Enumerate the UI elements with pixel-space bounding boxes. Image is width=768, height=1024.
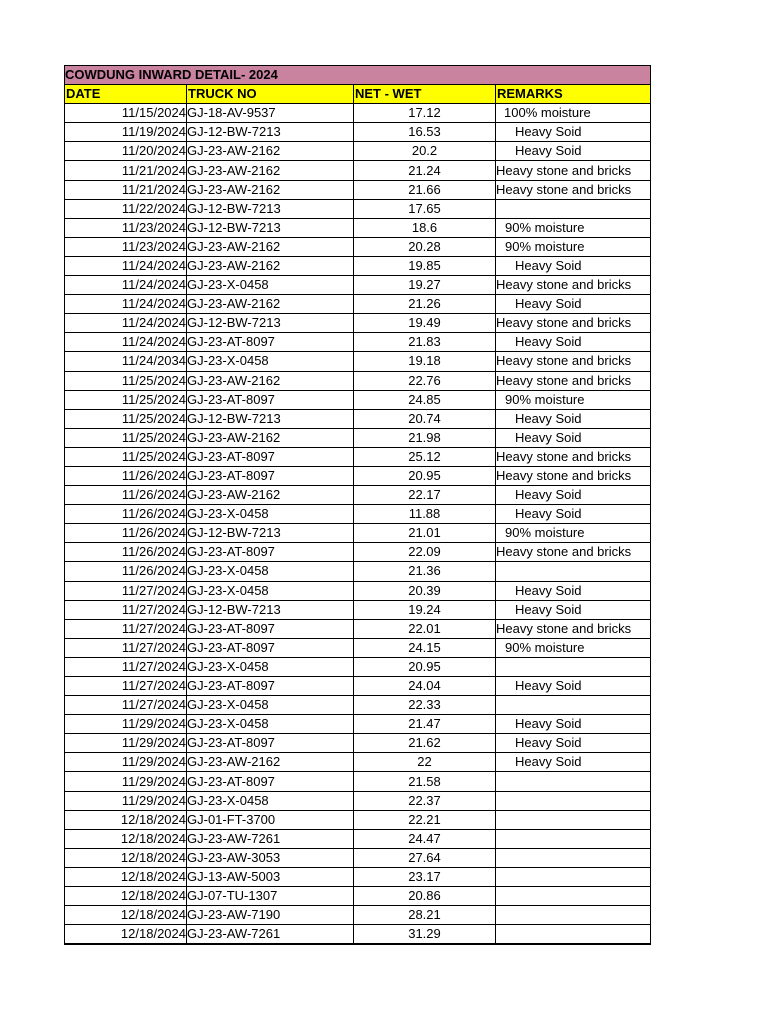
cell-truck-no: GJ-18-AV-9537 [187,104,354,123]
cell-net-wet: 23.17 [354,867,496,886]
table-row [65,810,651,829]
cell-remarks [496,696,651,715]
cell-remarks: Heavy Soid [496,142,651,161]
cell-date: 11/29/2024 [65,715,187,734]
cell-remarks: 90% moisture [496,524,651,543]
cell-date: 11/25/2024 [65,409,187,428]
header-row [65,85,651,104]
cell-truck-no: GJ-12-BW-7213 [187,314,354,333]
cell-truck-no: GJ-23-AW-2162 [187,180,354,199]
cell-remarks: 90% moisture [496,218,651,237]
cell-date: 12/18/2024 [65,867,187,886]
cell-net-wet: 11.88 [354,505,496,524]
table-row [65,314,651,333]
cell-remarks: Heavy stone and bricks [496,619,651,638]
cell-remarks: Heavy Soid [496,428,651,447]
cell-net-wet: 19.27 [354,276,496,295]
cell-remarks [496,791,651,810]
table-row [65,276,651,295]
table-row [65,428,651,447]
cell-truck-no: GJ-23-AW-2162 [187,142,354,161]
cell-date: 11/24/2024 [65,314,187,333]
cell-truck-no: GJ-23-X-0458 [187,715,354,734]
cell-net-wet: 21.58 [354,772,496,791]
cell-date: 11/20/2024 [65,142,187,161]
table-row [65,543,651,562]
cell-net-wet: 19.85 [354,256,496,275]
cell-remarks: Heavy Soid [496,581,651,600]
cell-truck-no: GJ-23-AW-2162 [187,486,354,505]
header-truck-no: TRUCK NO [187,85,354,104]
cell-truck-no: GJ-12-BW-7213 [187,524,354,543]
cell-net-wet: 20.95 [354,466,496,485]
cell-remarks: 90% moisture [496,390,651,409]
table-row [65,600,651,619]
cell-truck-no: GJ-23-AT-8097 [187,466,354,485]
cell-net-wet: 22.17 [354,486,496,505]
cell-date: 11/24/2034 [65,352,187,371]
cell-date: 11/26/2024 [65,562,187,581]
table-body [65,66,651,945]
cell-truck-no: GJ-12-BW-7213 [187,409,354,428]
cell-net-wet: 24.15 [354,638,496,657]
cell-date: 11/29/2024 [65,734,187,753]
cell-date: 12/18/2024 [65,887,187,906]
cell-date: 11/24/2024 [65,295,187,314]
cell-net-wet: 22.09 [354,543,496,562]
table-row [65,123,651,142]
cell-net-wet: 24.85 [354,390,496,409]
table-row [65,142,651,161]
header-net-wet: NET - WET [354,85,496,104]
cell-truck-no: GJ-23-AT-8097 [187,447,354,466]
table-row [65,505,651,524]
table-row [65,925,651,945]
cell-net-wet: 18.6 [354,218,496,237]
cell-remarks [496,562,651,581]
cell-net-wet: 21.83 [354,333,496,352]
cell-date: 12/18/2024 [65,829,187,848]
cell-net-wet: 21.26 [354,295,496,314]
cell-truck-no: GJ-23-X-0458 [187,581,354,600]
cell-truck-no: GJ-12-BW-7213 [187,199,354,218]
table-row [65,867,651,886]
cell-truck-no: GJ-12-BW-7213 [187,218,354,237]
cell-date: 11/24/2024 [65,256,187,275]
cell-date: 11/25/2024 [65,447,187,466]
cell-date: 12/18/2024 [65,848,187,867]
cell-date: 11/29/2024 [65,772,187,791]
cell-truck-no: GJ-23-AT-8097 [187,734,354,753]
cell-truck-no: GJ-23-AW-2162 [187,161,354,180]
cell-net-wet: 24.04 [354,677,496,696]
cell-remarks [496,810,651,829]
cell-net-wet: 24.47 [354,829,496,848]
cell-remarks [496,867,651,886]
cell-date: 11/27/2024 [65,696,187,715]
cell-truck-no: GJ-23-AW-2162 [187,237,354,256]
cell-net-wet: 22.76 [354,371,496,390]
cell-remarks: Heavy Soid [496,333,651,352]
cell-remarks: Heavy Soid [496,600,651,619]
table-row [65,677,651,696]
cell-remarks: Heavy Soid [496,677,651,696]
cell-truck-no: GJ-23-X-0458 [187,352,354,371]
cell-net-wet: 20.74 [354,409,496,428]
cell-remarks: Heavy Soid [496,505,651,524]
table-row [65,638,651,657]
cell-truck-no: GJ-23-AT-8097 [187,390,354,409]
cell-date: 11/27/2024 [65,600,187,619]
cell-date: 11/27/2024 [65,677,187,696]
table-row [65,104,651,123]
cell-net-wet: 21.36 [354,562,496,581]
cell-net-wet: 19.24 [354,600,496,619]
cell-truck-no: GJ-23-X-0458 [187,791,354,810]
cell-remarks: Heavy stone and bricks [496,543,651,562]
table-row [65,696,651,715]
table-row [65,466,651,485]
table-row [65,734,651,753]
table-row [65,256,651,275]
header-remarks: REMARKS [496,85,651,104]
cell-truck-no: GJ-01-FT-3700 [187,810,354,829]
table-row [65,180,651,199]
table-row [65,524,651,543]
cell-remarks: Heavy Soid [496,734,651,753]
cell-date: 11/21/2024 [65,161,187,180]
cell-remarks: Heavy stone and bricks [496,352,651,371]
cell-net-wet: 19.18 [354,352,496,371]
cell-net-wet: 21.24 [354,161,496,180]
cell-remarks [496,199,651,218]
cell-date: 12/18/2024 [65,906,187,925]
cell-truck-no: GJ-12-BW-7213 [187,600,354,619]
cell-truck-no: GJ-23-X-0458 [187,276,354,295]
cell-date: 11/26/2024 [65,505,187,524]
cell-date: 12/18/2024 [65,925,187,945]
cell-date: 11/26/2024 [65,466,187,485]
cell-remarks: Heavy Soid [496,295,651,314]
cell-remarks: Heavy Soid [496,409,651,428]
cell-net-wet: 21.98 [354,428,496,447]
cell-remarks: Heavy Soid [496,753,651,772]
table-row [65,237,651,256]
cell-date: 11/27/2024 [65,581,187,600]
cell-remarks: Heavy stone and bricks [496,276,651,295]
cell-remarks: 100% moisture [496,104,651,123]
table-row [65,657,651,676]
cell-remarks: Heavy Soid [496,256,651,275]
cell-truck-no: GJ-23-X-0458 [187,696,354,715]
table-row [65,486,651,505]
cell-remarks [496,887,651,906]
cell-net-wet: 21.47 [354,715,496,734]
cell-remarks [496,657,651,676]
cell-truck-no: GJ-23-AT-8097 [187,772,354,791]
cell-net-wet: 31.29 [354,925,496,945]
cell-truck-no: GJ-23-AT-8097 [187,638,354,657]
cell-net-wet: 20.95 [354,657,496,676]
table-row [65,562,651,581]
cell-truck-no: GJ-23-X-0458 [187,562,354,581]
table-row [65,791,651,810]
header-date: DATE [65,85,187,104]
table-row [65,161,651,180]
cell-truck-no: GJ-23-AT-8097 [187,677,354,696]
cell-date: 11/26/2024 [65,524,187,543]
cell-remarks [496,772,651,791]
cell-remarks: Heavy stone and bricks [496,466,651,485]
table-row [65,295,651,314]
table-row [65,333,651,352]
cell-net-wet: 21.01 [354,524,496,543]
cell-date: 11/23/2024 [65,218,187,237]
cell-remarks: Heavy stone and bricks [496,371,651,390]
cell-net-wet: 21.66 [354,180,496,199]
title-row [65,66,651,85]
cell-remarks: 90% moisture [496,638,651,657]
table-row [65,829,651,848]
cell-net-wet: 20.86 [354,887,496,906]
table-row [65,352,651,371]
cell-remarks [496,829,651,848]
cell-remarks [496,906,651,925]
table-row [65,715,651,734]
cell-remarks: Heavy stone and bricks [496,161,651,180]
cell-date: 11/21/2024 [65,180,187,199]
cell-truck-no: GJ-23-AT-8097 [187,619,354,638]
table-row [65,390,651,409]
cell-net-wet: 20.28 [354,237,496,256]
table-row [65,409,651,428]
table-row [65,619,651,638]
cell-date: 11/22/2024 [65,199,187,218]
cell-net-wet: 19.49 [354,314,496,333]
cell-date: 11/25/2024 [65,390,187,409]
cell-date: 11/23/2024 [65,237,187,256]
cell-truck-no: GJ-23-X-0458 [187,657,354,676]
cell-truck-no: GJ-23-AW-7261 [187,829,354,848]
table-row [65,887,651,906]
cell-net-wet: 22.21 [354,810,496,829]
cell-truck-no: GJ-23-X-0458 [187,505,354,524]
cell-net-wet: 16.53 [354,123,496,142]
cell-net-wet: 20.2 [354,142,496,161]
cell-truck-no: GJ-23-AT-8097 [187,543,354,562]
cell-remarks: Heavy Soid [496,486,651,505]
cell-date: 11/29/2024 [65,753,187,772]
cell-date: 11/15/2024 [65,104,187,123]
cell-net-wet: 22 [354,753,496,772]
table-row [65,371,651,390]
cell-date: 11/24/2024 [65,333,187,352]
cell-net-wet: 28.21 [354,906,496,925]
cell-remarks [496,848,651,867]
cell-truck-no: GJ-23-AW-2162 [187,371,354,390]
cell-truck-no: GJ-23-AW-2162 [187,295,354,314]
sheet-title: COWDUNG INWARD DETAIL- 2024 [65,66,651,85]
cell-remarks [496,925,651,945]
cell-net-wet: 22.37 [354,791,496,810]
cell-truck-no: GJ-12-BW-7213 [187,123,354,142]
cell-net-wet: 22.33 [354,696,496,715]
table-row [65,199,651,218]
cell-net-wet: 17.65 [354,199,496,218]
cell-remarks: Heavy stone and bricks [496,314,651,333]
cell-net-wet: 17.12 [354,104,496,123]
cell-truck-no: GJ-23-AW-2162 [187,753,354,772]
cell-truck-no: GJ-23-AT-8097 [187,333,354,352]
cell-net-wet: 20.39 [354,581,496,600]
cell-date: 11/29/2024 [65,791,187,810]
cell-truck-no: GJ-23-AW-7190 [187,906,354,925]
table-row [65,848,651,867]
cell-date: 11/19/2024 [65,123,187,142]
table-row [65,218,651,237]
cell-net-wet: 22.01 [354,619,496,638]
cell-truck-no: GJ-23-AW-3053 [187,848,354,867]
cell-truck-no: GJ-23-AW-2162 [187,256,354,275]
cell-remarks: Heavy stone and bricks [496,447,651,466]
cell-truck-no: GJ-13-AW-5003 [187,867,354,886]
cell-remarks: Heavy stone and bricks [496,180,651,199]
inward-table [64,65,651,945]
cell-date: 11/26/2024 [65,543,187,562]
cell-date: 11/27/2024 [65,657,187,676]
cell-date: 11/25/2024 [65,428,187,447]
cell-date: 11/24/2024 [65,276,187,295]
cell-net-wet: 21.62 [354,734,496,753]
cell-truck-no: GJ-23-AW-2162 [187,428,354,447]
cell-date: 11/25/2024 [65,371,187,390]
cell-date: 11/26/2024 [65,486,187,505]
cell-date: 12/18/2024 [65,810,187,829]
cell-remarks: Heavy Soid [496,715,651,734]
cell-truck-no: GJ-07-TU-1307 [187,887,354,906]
cell-net-wet: 25.12 [354,447,496,466]
table-row [65,447,651,466]
table-row [65,753,651,772]
table-row [65,772,651,791]
table-row [65,581,651,600]
cell-remarks: Heavy Soid [496,123,651,142]
cell-date: 11/27/2024 [65,619,187,638]
table-row [65,906,651,925]
cell-truck-no: GJ-23-AW-7261 [187,925,354,945]
cell-remarks: 90% moisture [496,237,651,256]
cell-date: 11/27/2024 [65,638,187,657]
cell-net-wet: 27.64 [354,848,496,867]
